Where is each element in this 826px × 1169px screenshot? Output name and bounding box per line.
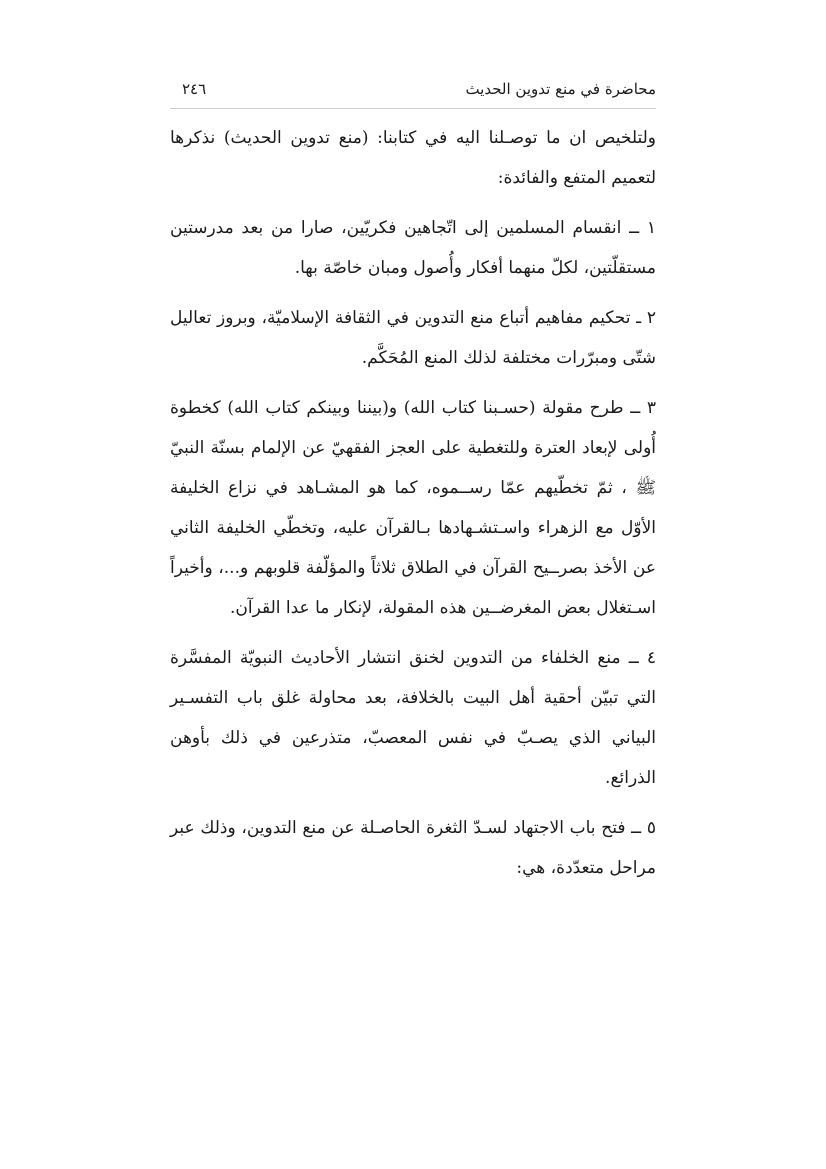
- list-item-1: ١ ــ انقسام المسلمين إلى اتّجاهين فكريّين، صارا من بعد مدرستين مستقلّتين، لكلّ منهما أفكار وأُصول ومبان خاصّة بها.: [170, 218, 656, 278]
- list-item-2: ٢ ـ تحكيم مفاهيم أتباع منع التدوين في الثقافة الإسلاميّة، وبروز تعاليل شتّى ومبرّرات مختلفة لذلك المنع المُحَكَّم.: [170, 308, 656, 368]
- page-number: ٢٤٦: [182, 80, 207, 98]
- header-divider: [170, 108, 656, 109]
- list-item-3: ٣ ــ طرح مقولة (حسـبنا كتاب الله) و(بيننا وبينكم كتاب الله) كخطوة أُولى لإبعاد العترة وللتغطية على العجز الفقهيّ عن الإلمام بسنّة النبيّ ﷺ ، ثمّ تخطّيهم عمّا رســموه، كما هو المشـاهد في نزاع الخليفة الأوّل مع الزهراء واسـتشـهادها بـالقرآن عليه، وتخطّي الخليفة الثاني عن الأخذ بصرــيح القرآن في الطلاق ثلاثاً والمؤلّفة قلوبهم و...، وأخيراً اسـتغلال بعض المغرضــين هذه المقولة، لإنكار ما عدا القرآن.: [170, 398, 656, 618]
- running-title: محاضرة في منع تدوين الحديث: [465, 80, 656, 98]
- list-item-5: ٥ ــ فتح باب الاجتهاد لسـدّ الثغرة الحاصـلة عن منع التدوين، وذلك عبر مراحل متعدّدة، هي:: [170, 818, 656, 878]
- intro-paragraph: ولتلخيص ان ما توصـلنا اليه في كتابنا: (منع تدوين الحديث) نذكرها لتعميم المتفع والفائدة:: [170, 128, 656, 188]
- list-item-4: ٤ ــ منع الخلفاء من التدوين لخنق انتشار الأحاديث النبويّة المفسَّرة التي تبيّن أحقية أهل البيت بالخلافة، بعد محاولة غلق باب التفسـير البياني الذي يصـبّ في نفس المعصبّ، متذرعين في ذلك بأوهن الذرائع.: [170, 648, 656, 788]
- body-text: [170, 118, 656, 898]
